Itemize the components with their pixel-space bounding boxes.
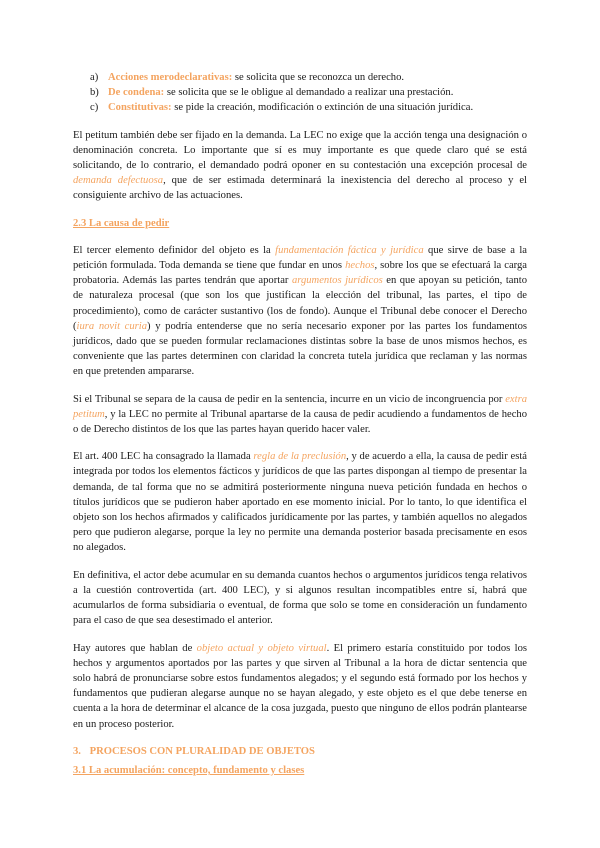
list-marker: b) <box>90 87 99 99</box>
text-run: . El primero estaría constituido por todos los hechos y argumentos aportados por las partes y que sirven al Tribunal a la hora de dictar sentencia que solo habrá de pronunciarse sobre estos fundamentos alegados; y el segundo está formado por los hechos y fundamentos que pudieran alegarse aunque no se hayan alegado, y este objeto es el que debe tenerse en cuenta a la hora de determinar el alcance de la cosa juzgada, puesto que ninguno de ellos podrán plantearse en un proceso posterior. <box>73 642 527 730</box>
list-term: De condena: <box>108 87 165 99</box>
text-run: , sobre los que se efectuará la carga probatoria. Además las partes tendrán que aportar <box>73 260 527 287</box>
text-run: ) y podría entenderse que no sería necesario exponer por las partes los fundamentos jurídicos, dado que se pueden formular reclamaciones distintas sobre la base de unos mismos hechos, es conveniente que las partes determinen con claridad la concreta tutela jurídica que reclaman y las normas en que pretenden ampararse. <box>73 320 527 378</box>
list-text: se solicita que se le obligue al demandado a realizar una prestación. <box>164 87 454 99</box>
section-heading-3 <box>73 744 527 759</box>
list-text: se solicita que se reconozca un derecho. <box>232 72 405 83</box>
emphasis-term: iura novit curia <box>76 320 148 332</box>
text-run: , y de acuerdo a ella, la causa de pedir está integrada por todos los elementos fácticos y jurídicos de que las partes dispongan al tiempo de presentar la demanda, de tal forma que no se admitirá posteriormente ninguna nueva petición fundada en hechos o títulos jurídicos que se pudieron haber aportado en ese momento inicial. Por lo tanto, lo que identifica el objeto son los hechos afirmados y calificados jurídicamente por las partes, y también aquellos no alegados pero que pudieron alegarse, porque la ley no permite una demanda posterior basada precisamente en esos no alegados. <box>73 451 527 554</box>
paragraph-objeto-virtual <box>73 641 527 732</box>
text-run: Si el Tribunal se separa de la causa de pedir en la sentencia, incurre en un vicio de incongruencia por <box>73 393 506 405</box>
list-text: se pide la creación, modificación o extinción de una situación jurídica. <box>171 102 474 114</box>
text-run: en que apoyan su petición, tanto de naturaleza procesal (que son los que justifican la elección del tribunal, las partes, el tipo de procedimiento), como de carácter sustantivo (los de fondo). Aunque el Tribunal debe conocer el Derecho ( <box>73 275 528 332</box>
list-term: Constitutivas: <box>108 102 172 114</box>
section-heading-3-1: 3.1 La acumulación: concepto, fundamento y clases <box>73 764 305 776</box>
emphasis-term: demanda defectuosa <box>73 175 164 187</box>
emphasis-term: extra petitum <box>73 393 527 420</box>
list-item <box>73 100 527 115</box>
section-title: PROCESOS CON PLURALIDAD DE OBJETOS <box>89 745 315 757</box>
paragraph-fundamentacion <box>73 243 527 380</box>
list-marker: a) <box>90 72 99 83</box>
section-heading-2-3: 2.3 La causa de pedir <box>73 217 170 229</box>
list-marker: c) <box>90 102 99 114</box>
text-run: , que de ser estimada determinará la inexistencia del derecho al proceso y el consiguiente archivo de las actuaciones. <box>73 175 527 202</box>
emphasis-term: regla de la preclusión <box>253 451 347 463</box>
list-item <box>73 70 527 85</box>
paragraph-petitum <box>73 128 527 204</box>
text-run: El petitum también debe ser fijado en la demanda. La LEC no exige que la acción tenga una designación o denominación concreta. Lo importante que sí es muy importante es que quede claro qué se está solicitando, de lo contrario, el demandado podrá oponer en su contestación una excepción procesal de <box>73 129 527 172</box>
action-types-list <box>73 70 527 116</box>
paragraph-incongruencia <box>73 392 527 438</box>
emphasis-term: argumentos jurídicos <box>291 275 383 287</box>
text-run: que sirve de base a la petición formulada. Toda demanda se tiene que fundar en unos <box>73 244 528 272</box>
paragraph-preclusion <box>73 449 527 555</box>
emphasis-term: objeto actual y objeto virtual <box>196 642 327 654</box>
text-run: El tercer elemento definidor del objeto es la <box>73 244 276 256</box>
list-term: Acciones merodeclarativas: <box>108 72 233 83</box>
text-run: El art. 400 LEC ha consagrado la llamada <box>73 451 254 463</box>
text-run: , y la LEC no permite al Tribunal apartarse de la causa de pedir acudiendo a fundamentos de hecho o de Derecho distintos de los que las partes hayan querido hacer valer. <box>73 408 527 436</box>
emphasis-term: hechos <box>345 260 375 272</box>
list-item <box>73 85 527 100</box>
paragraph-acumular: En definitiva, el actor debe acumular en su demanda cuantos hechos o argumentos jurídicos tenga relativos a la cuestión controvertida (art. 400 LEC), y si algunos resultan incompatibles entre sí, habrá que acumularlos de forma subsidiaria o eventual, de forma que solo se tome en consideración un fundamento para el caso de que sea desestimado el anterior. <box>73 569 527 627</box>
section-number: 3. <box>73 745 81 757</box>
text-run: Hay autores que hablan de <box>73 642 197 654</box>
emphasis-term: fundamentación fáctica y jurídica <box>275 244 424 256</box>
